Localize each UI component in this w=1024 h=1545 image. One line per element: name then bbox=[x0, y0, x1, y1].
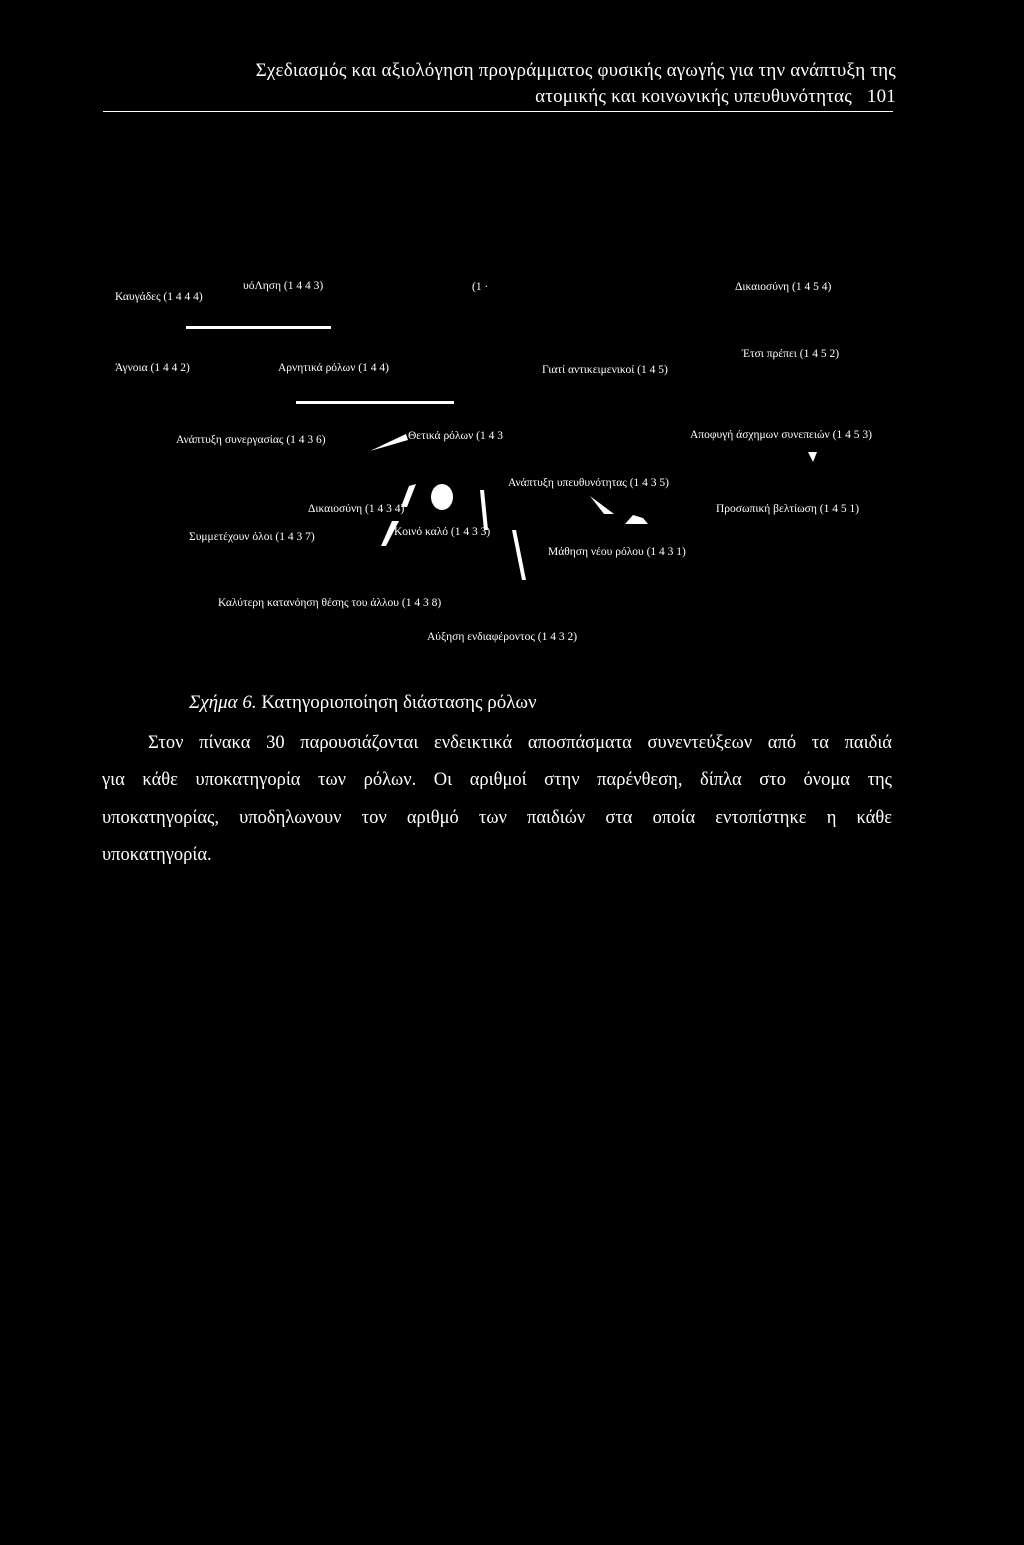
label-prosopiki: Προσωπική βελτίωση (1 4 5 1) bbox=[716, 503, 860, 515]
figure-caption-prefix: Σχήμα 6. bbox=[189, 692, 257, 713]
connector-bar-middle bbox=[296, 401, 454, 404]
label-apomonosi: υόΛηση (1 4 4 3) bbox=[243, 280, 324, 292]
connector-wedge-apofygi bbox=[808, 452, 817, 462]
label-giati: Γιατί αντικειμενικοί (1 4 5) bbox=[542, 364, 668, 376]
connector-wedge-right bbox=[480, 490, 488, 530]
connector-wedge-thetika bbox=[370, 434, 408, 451]
label-symmetexoun: Συμμετέχουν όλοι (1 4 3 7) bbox=[189, 531, 315, 543]
label-katanoisi: Καλύτερη κατανόηση θέσης του άλλου (1 4 3 8) bbox=[218, 597, 442, 609]
label-dikaiosyni-top: Δικαιοσύνη (1 4 5 4) bbox=[735, 281, 832, 293]
diagram-center-node bbox=[431, 484, 453, 510]
figure-caption-text: Κατηγοριοποίηση διάστασης ρόλων bbox=[261, 692, 537, 713]
paragraph-line-3: υποκατηγορίας, υποδηλωνουν τον αριθμό των παιδιών στα οποία εντοπίστηκε η κάθε bbox=[102, 808, 892, 828]
label-partial: (1 · bbox=[472, 281, 489, 293]
label-arnitika: Αρνητικά ρόλων (1 4 4) bbox=[278, 362, 389, 374]
connector-bar-upper bbox=[186, 326, 331, 329]
label-agnoia: Άγνοια (1 4 4 2) bbox=[115, 362, 190, 374]
page-number: 101 bbox=[866, 86, 896, 107]
figure-caption bbox=[189, 692, 537, 714]
diagram-connectors bbox=[0, 0, 1024, 700]
connector-wedge-ypeuthynotita bbox=[590, 496, 614, 514]
label-koino: Κοινό καλό (1 4 3 3) bbox=[394, 526, 491, 538]
label-etsi: Έτσι πρέπει (1 4 5 2) bbox=[742, 348, 840, 360]
connector-node-prosopiki bbox=[625, 515, 648, 524]
running-header-line2-text: ατομικής και κοινωνικής υπευθυνότητας bbox=[535, 86, 852, 107]
label-kavgades: Καυγάδες (1 4 4 4) bbox=[115, 291, 203, 303]
label-ypeuthynotita: Ανάπτυξη υπευθυνότητας (1 4 3 5) bbox=[508, 477, 669, 489]
label-dikaiosyni-mid: Δικαιοσύνη (1 4 3 4) bbox=[308, 503, 405, 515]
label-thetika: Θετικά ρόλων (1 4 3 bbox=[408, 430, 503, 442]
connector-wedge-mathisi bbox=[512, 530, 526, 580]
label-synergasia: Ανάπτυξη συνεργασίας (1 4 3 6) bbox=[176, 434, 326, 446]
running-header-line1: Σχεδιασμός και αξιολόγηση προγράμματος φυσικής αγωγής για την ανάπτυξη της bbox=[255, 60, 896, 81]
paragraph-line-4: υποκατηγορία. bbox=[102, 845, 212, 865]
label-apofygi: Αποφυγή άσχημων συνεπειών (1 4 5 3) bbox=[690, 429, 872, 441]
paragraph-line-1: Στον πίνακα 30 παρουσιάζονται ενδεικτικά αποσπάσματα συνεντεύξεων από τα παιδιά bbox=[148, 733, 892, 753]
label-mathisi: Μάθηση νέου ρόλου (1 4 3 1) bbox=[548, 546, 686, 558]
label-endiaferon: Αύξηση ενδιαφέροντος (1 4 3 2) bbox=[427, 631, 578, 643]
paragraph-line-2: για κάθε υποκατηγορία των ρόλων. Οι αριθμοί στην παρένθεση, δίπλα στο όνομα της bbox=[102, 770, 892, 790]
